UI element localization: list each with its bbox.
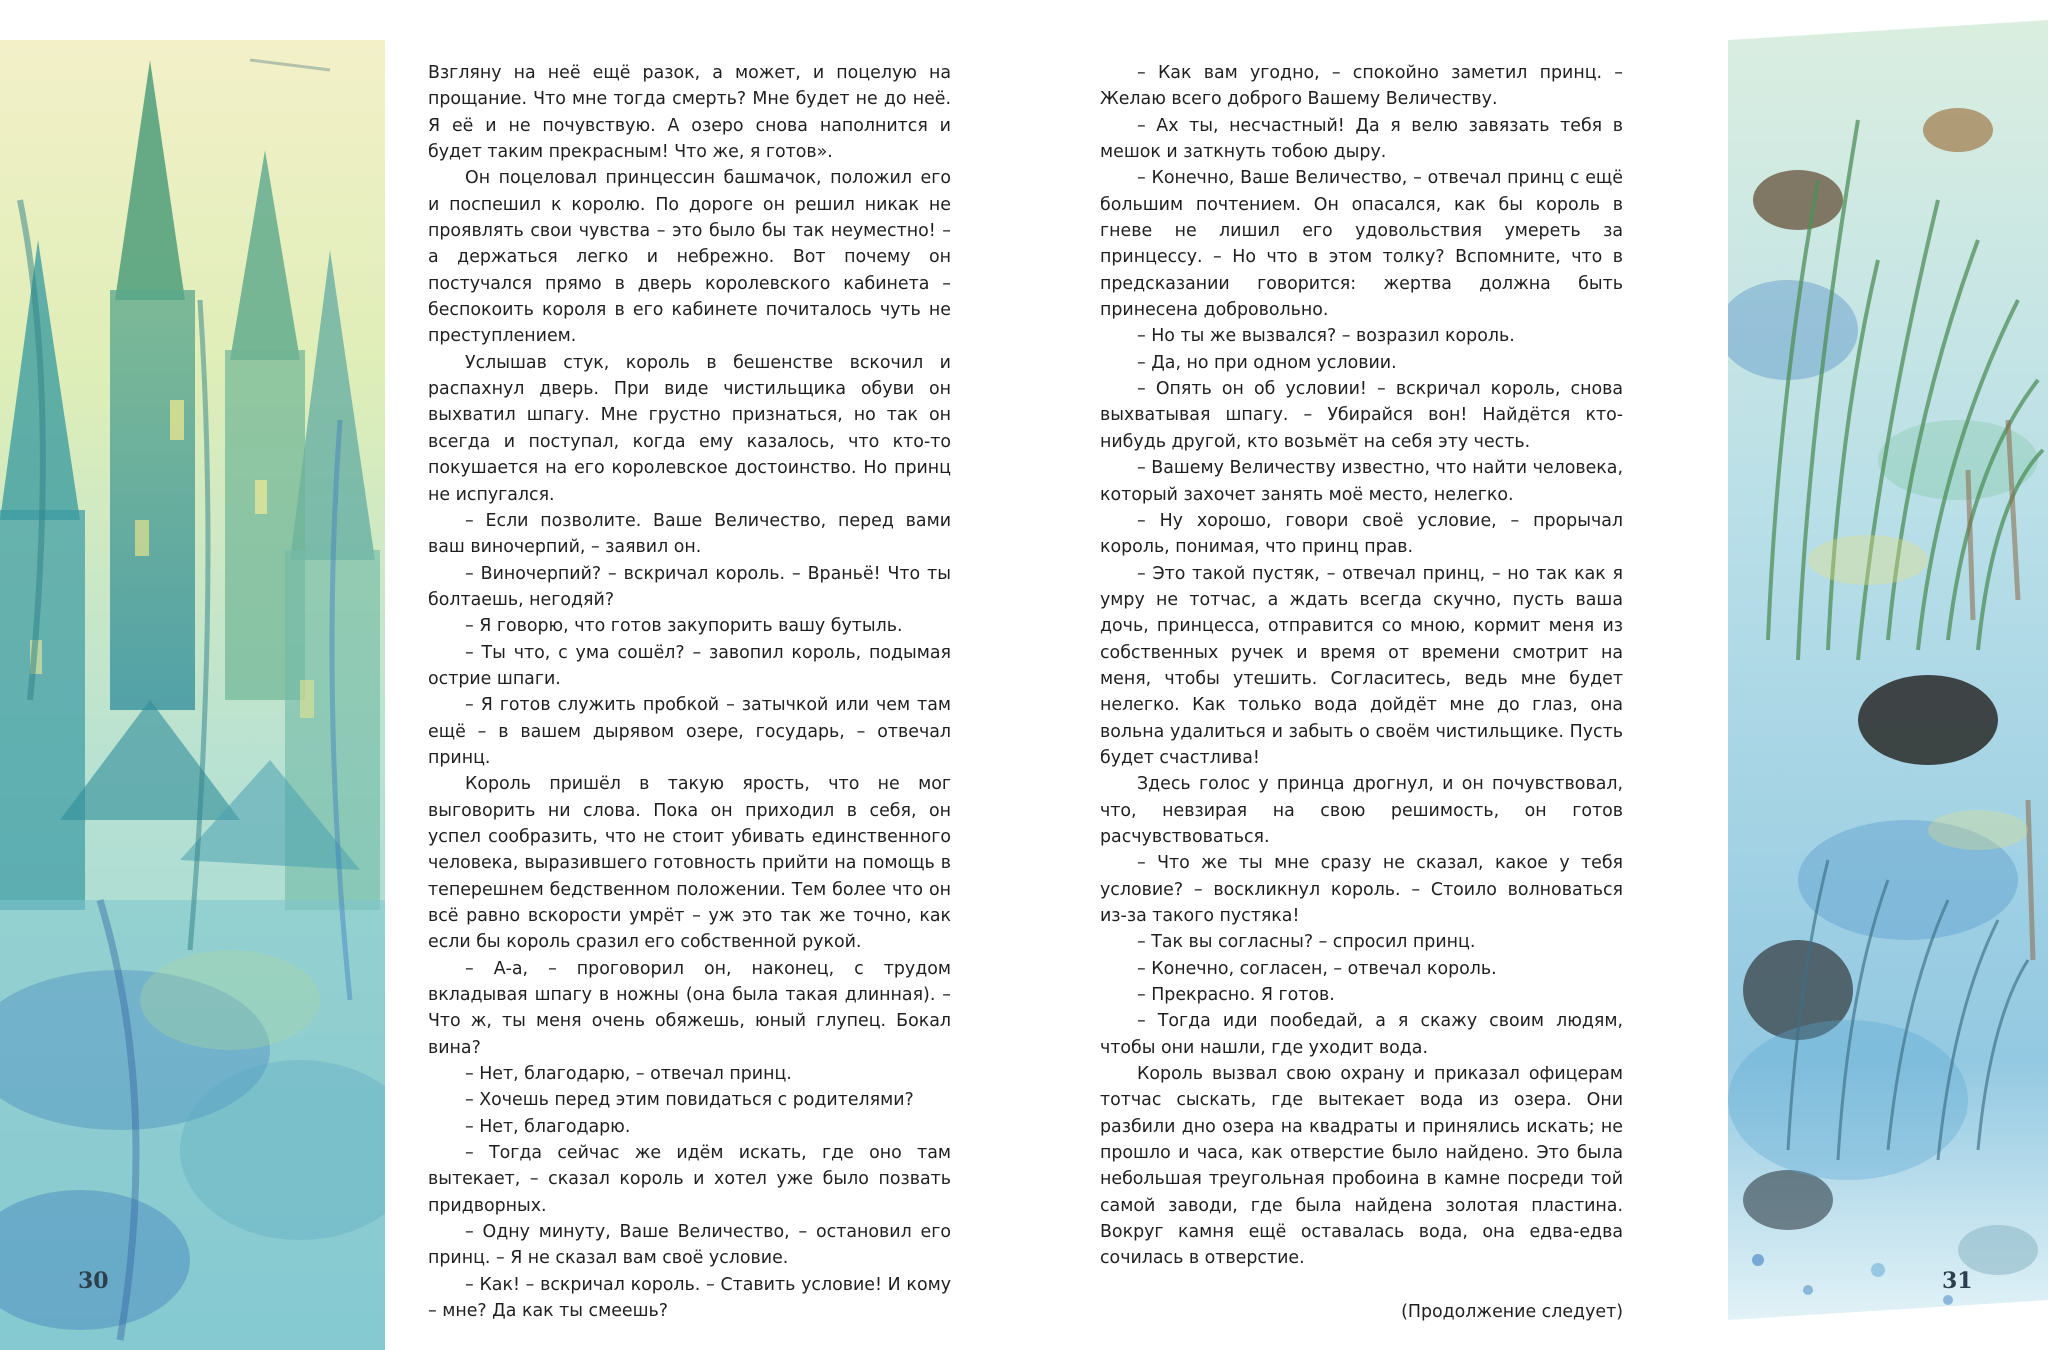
page-number: 30	[78, 1268, 109, 1294]
dialogue-line: – Я говорю, что готов закупорить вашу бутыль.	[465, 616, 903, 637]
dialogue-line: – Но ты же вызвался? – возразил король.	[1137, 326, 1515, 347]
dialogue-line: – А-а, – проговорил он, наконец, с трудом вкладывая шпагу в ножны (она была такая длинная). – Что ж, ты меня очень обяжешь, юный глупец. Бокал вина?	[428, 958, 951, 1058]
dialogue-line: – Нет, благодарю.	[465, 1116, 631, 1137]
dialogue-line: – Ах ты, несчастный! Да я велю завязать тебя в мешок и заткнуть тобою дыру.	[1100, 115, 1623, 163]
dialogue-line: – Виночерпий? – вскричал король. – Враньё! Что ты болтаешь, негодяй?	[428, 563, 951, 610]
dialogue-line: – Если позволите. Ваше Величество, перед вами ваш виночерпий, – заявил он.	[428, 510, 951, 558]
dialogue-line: – Конечно, Ваше Величество, – отвечал принц с ещё большим почтением. Он опасался, как бы король в гневе не лишил его удовольствия умереть за принцессу. – Но что в этом толку? Вспомните, что в предсказании говорится: жертва должна быть принесена добровольно.	[1100, 168, 1623, 321]
reeds-watercolor-illustration	[1728, 0, 2048, 1350]
to-be-continued-note: (Продолжение следует)	[1401, 1301, 1623, 1322]
page-number: 31	[1942, 1268, 1973, 1294]
dialogue-line: – Как вам угодно, – спокойно заметил принц. – Желаю всего доброго Вашему Величеству.	[1100, 63, 1623, 110]
paragraph: Услышав стук, король в бешенстве вскочил и распахнул дверь. При виде чистильщика обуви он выхватил шпагу. Мне грустно признаться, но так он всегда и поступал, когда ему казалось, что кто-то покушается на его королевское достоинство. Но принц не испугался.	[428, 352, 951, 505]
dialogue-line: – Как! – вскричал король. – Ставить условие! И кому – мне? Да как ты смеешь?	[428, 1274, 951, 1322]
dialogue-line: – Конечно, согласен, – отвечал король.	[1137, 958, 1497, 979]
dialogue-line: – Да, но при одном условии.	[1137, 352, 1397, 373]
paragraph: Король вызвал свою охрану и приказал офицерам тотчас сыскать, где вытекает вода из озера. Они разбили дно озера на квадраты и принялись искать; не прошло и часа, как отверстие было найдено. Это была небольшая треугольная пробоина в камне посреди той самой заводи, где была найдена золотая пластина. Вокруг камня ещё оставалась вода, она едва-едва сочилась в отверстие.	[1100, 1064, 1623, 1269]
dialogue-line: – Хочешь перед этим повидаться с родителями?	[465, 1090, 914, 1111]
paragraph: Взгляну на неё ещё разок, а может, и поцелую на прощание. Что мне тогда смерть? Мне будет не до неё. Я её и не почувствую. А озеро снова наполнится и будет таким прекрасным! Что же, я готов».	[428, 63, 951, 163]
dialogue-line: – Нет, благодарю, – отвечал принц.	[465, 1064, 792, 1085]
left-page-text	[428, 60, 951, 1325]
castle-watercolor-illustration	[0, 0, 385, 1350]
paragraph: Здесь голос у принца дрогнул, и он почувствовал, что, невзирая на свою решимость, он готов расчувствоваться.	[1100, 774, 1623, 847]
dialogue-line: – Прекрасно. Я готов.	[1137, 985, 1335, 1006]
dialogue-line: – Так вы согласны? – спросил принц.	[1137, 932, 1476, 953]
paragraph: Он поцеловал принцессин башмачок, положил его и поспешил к королю. По дороге он решил никак не проявлять свои чувства – это было бы так неуместно! – а держаться легко и небрежно. Вот почему он постучался прямо в дверь королевского кабинета – беспокоить короля в его кабинете почиталось чуть не преступлением.	[428, 168, 951, 347]
dialogue-line: – Я готов служить пробкой – затычкой или чем там ещё – в вашем дырявом озере, государь, – отвечал принц.	[428, 695, 951, 768]
dialogue-line: – Ты что, с ума сошёл? – завопил король, подымая острие шпаги.	[428, 642, 951, 689]
dialogue-line: – Тогда иди пообедай, а я скажу своим людям, чтобы они нашли, где уходит вода.	[1100, 1011, 1623, 1058]
dialogue-line: – Вашему Величеству известно, что найти человека, который захочет занять моё место, нелегко.	[1100, 458, 1623, 505]
dialogue-line: – Ну хорошо, говори своё условие, – прорычал король, понимая, что принц прав.	[1100, 510, 1623, 558]
dialogue-line: – Тогда сейчас же идём искать, где оно там вытекает, – сказал король и хотел уже было позвать придворных.	[428, 1143, 951, 1216]
dialogue-line: – Что же ты мне сразу не сказал, какое у тебя условие? – воскликнул король. – Стоило волноваться из-за такого пустяка!	[1100, 853, 1623, 926]
dialogue-line: – Одну минуту, Ваше Величество, – остановил его принц. – Я не сказал вам своё условие.	[428, 1222, 951, 1269]
dialogue-line: – Опять он об условии! – вскричал король, снова выхватывая шпагу. – Убирайся вон! Найдётся кто-нибудь другой, кто возьмёт на себя эту честь.	[1100, 379, 1623, 452]
right-page-text	[1100, 60, 1623, 1325]
dialogue-line: – Это такой пустяк, – отвечал принц, – но так как я умру не тотчас, а ждать всегда скучно, пусть ваша дочь, принцесса, отправится со мною, кормит меня из собственных ручек и время от времени смотрит на меня, чтобы утешить. Согласитесь, ведь мне будет нелегко. Как только вода дойдёт мне до глаз, она вольна удалиться и забыть о своём чистильщике. Пусть будет счастлива!	[1100, 563, 1623, 768]
paragraph: Король пришёл в такую ярость, что не мог выговорить ни слова. Пока он приходил в себя, он успел сообразить, что не стоит убивать единственного человека, выразившего готовность прийти на помощь в теперешнем бедственном положении. Тем более что он всё равно вскорости умрёт – уж это так же точно, как если бы король сразил его собственной рукой.	[428, 774, 951, 953]
